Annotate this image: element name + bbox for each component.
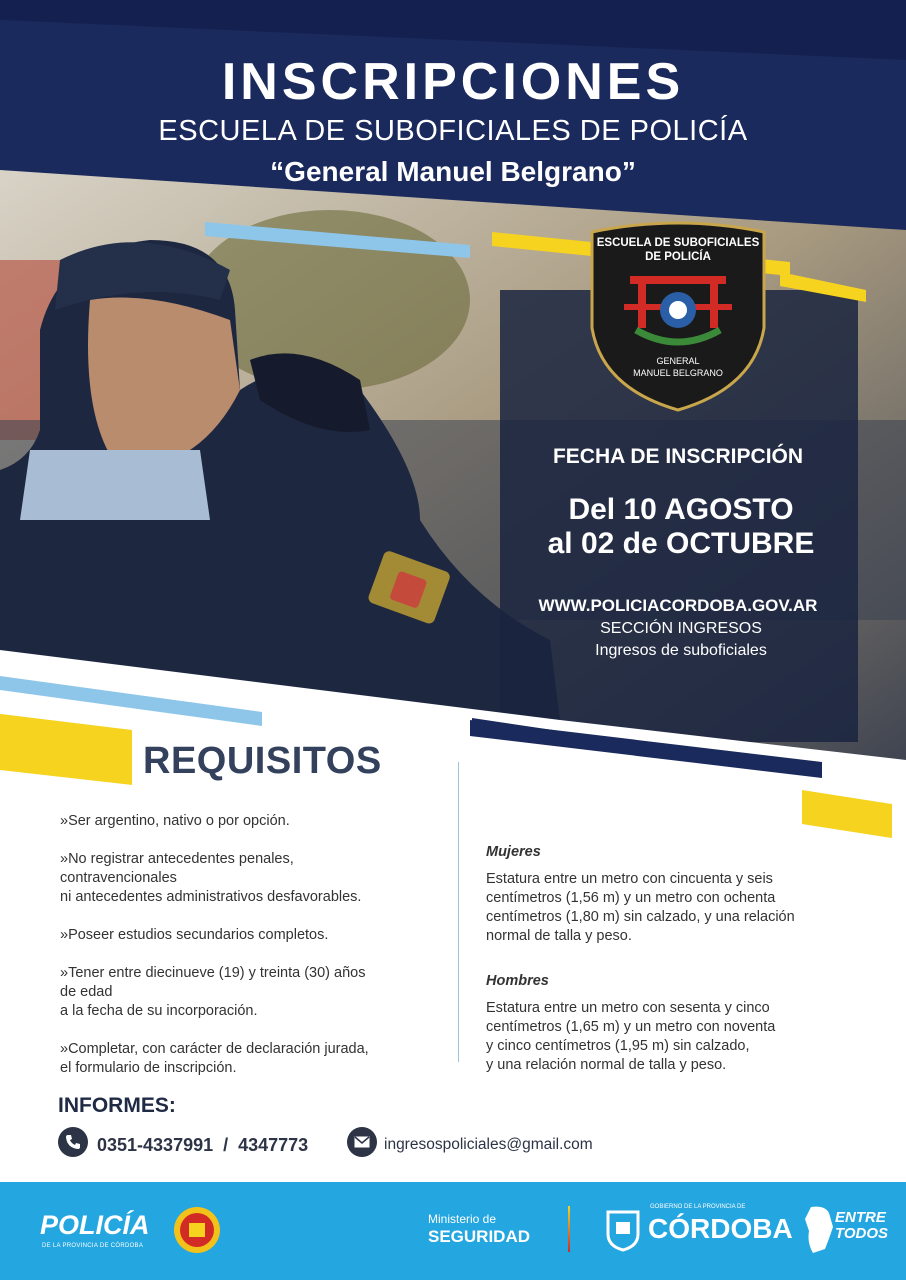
website-link[interactable]: WWW.POLICIACORDOBA.GOV.AR — [538, 596, 818, 615]
contact-heading: INFORMES: — [58, 1094, 176, 1117]
page-title: INSCRIPCIONES — [221, 53, 685, 111]
crest-line-2: DE POLICÍA — [645, 251, 711, 263]
date-range-end: al 02 de OCTUBRE — [547, 527, 815, 560]
requirement-line: el formulario de inscripción. — [60, 1060, 237, 1076]
date-range-start: Del 10 AGOSTO — [568, 493, 794, 526]
requirement-line: »Completar, con carácter de declaración jurada, — [60, 1041, 369, 1057]
requirement-line: »Ser argentino, nativo o por opción. — [60, 813, 290, 829]
contact-email[interactable]: ingresospoliciales@gmail.com — [384, 1136, 593, 1153]
logo-separator — [568, 1206, 570, 1252]
women-text — [486, 870, 856, 946]
women-line: centímetros (1,56 m) y un metro con ochenta — [486, 890, 776, 906]
requirement-item — [60, 964, 440, 1021]
requirement-line: ni antecedentes administrativos desfavorables. — [60, 889, 362, 905]
slogan-line-1: ENTRE — [835, 1209, 886, 1226]
requirement-item — [60, 926, 440, 945]
slogan — [835, 1210, 888, 1242]
inscription-date-range — [508, 493, 854, 561]
police-shield-icon — [172, 1203, 222, 1257]
subsection-label: Ingresos de suboficiales — [595, 642, 767, 659]
requirement-line: »Tener entre diecinueve (19) y treinta (30) años — [60, 965, 366, 981]
men-heading: Hombres — [486, 973, 549, 989]
requirement-item — [60, 850, 440, 907]
police-logo-subtext: DE LA PROVINCIA DE CÓRDOBA — [42, 1243, 144, 1249]
requirement-line: a la fecha de su incorporación. — [60, 1003, 258, 1019]
envelope-icon — [347, 1127, 377, 1157]
height-requirements — [486, 843, 856, 1101]
school-name: ESCUELA DE SUBOFICIALES DE POLICÍA — [158, 115, 748, 147]
women-line: Estatura entre un metro con cincuenta y seis — [486, 871, 773, 887]
ministry-line-1: Ministerio de — [428, 1212, 497, 1226]
requirements-heading: REQUISITOS — [143, 740, 382, 782]
crest-line-3: GENERAL — [656, 356, 700, 366]
crest-title — [588, 236, 768, 264]
requirement-item — [60, 1040, 440, 1078]
crest-subtitle — [588, 355, 768, 379]
requirements-list — [60, 812, 440, 1097]
requirement-line: contravencionales — [60, 870, 177, 886]
contact-phone[interactable]: 0351-4337991 / 4347773 — [97, 1135, 309, 1155]
requirement-line: »No registrar antecedentes penales, — [60, 851, 294, 867]
government-label: GOBIERNO DE LA PROVINCIA DE — [650, 1204, 746, 1210]
province-map-icon — [803, 1205, 835, 1255]
cordoba-logo-text: CÓRDOBA — [648, 1213, 793, 1244]
women-line: centímetros (1,80 m) sin calzado, y una relación — [486, 909, 795, 925]
police-logo-text: POLICÍA — [40, 1210, 150, 1240]
men-line: centímetros (1,65 m) y un metro con noventa — [486, 1019, 776, 1035]
column-divider — [458, 762, 459, 1062]
slogan-line-2: TODOS — [835, 1225, 889, 1242]
section-link[interactable]: SECCIÓN INGRESOS — [600, 620, 762, 637]
cordoba-crest-icon — [604, 1208, 642, 1252]
ministry-line-2: SEGURIDAD — [428, 1227, 531, 1246]
crest-line-4: MANUEL BELGRANO — [633, 368, 723, 378]
women-line: normal de talla y peso. — [486, 928, 632, 944]
school-honoree: “General Manuel Belgrano” — [270, 156, 636, 187]
requirement-line: »Poseer estudios secundarios completos. — [60, 927, 329, 943]
phone-icon — [58, 1127, 88, 1157]
women-heading: Mujeres — [486, 844, 541, 860]
men-line: y cinco centímetros (1,95 m) sin calzado, — [486, 1038, 750, 1054]
requirement-line: de edad — [60, 984, 113, 1000]
crest-line-1: ESCUELA DE SUBOFICIALES — [596, 237, 760, 249]
men-line: y una relación normal de talla y peso. — [486, 1057, 727, 1073]
men-line: Estatura entre un metro con sesenta y cinco — [486, 1000, 770, 1016]
men-text — [486, 999, 856, 1075]
requirement-item — [60, 812, 440, 831]
inscription-date-label: FECHA DE INSCRIPCIÓN — [552, 445, 804, 468]
